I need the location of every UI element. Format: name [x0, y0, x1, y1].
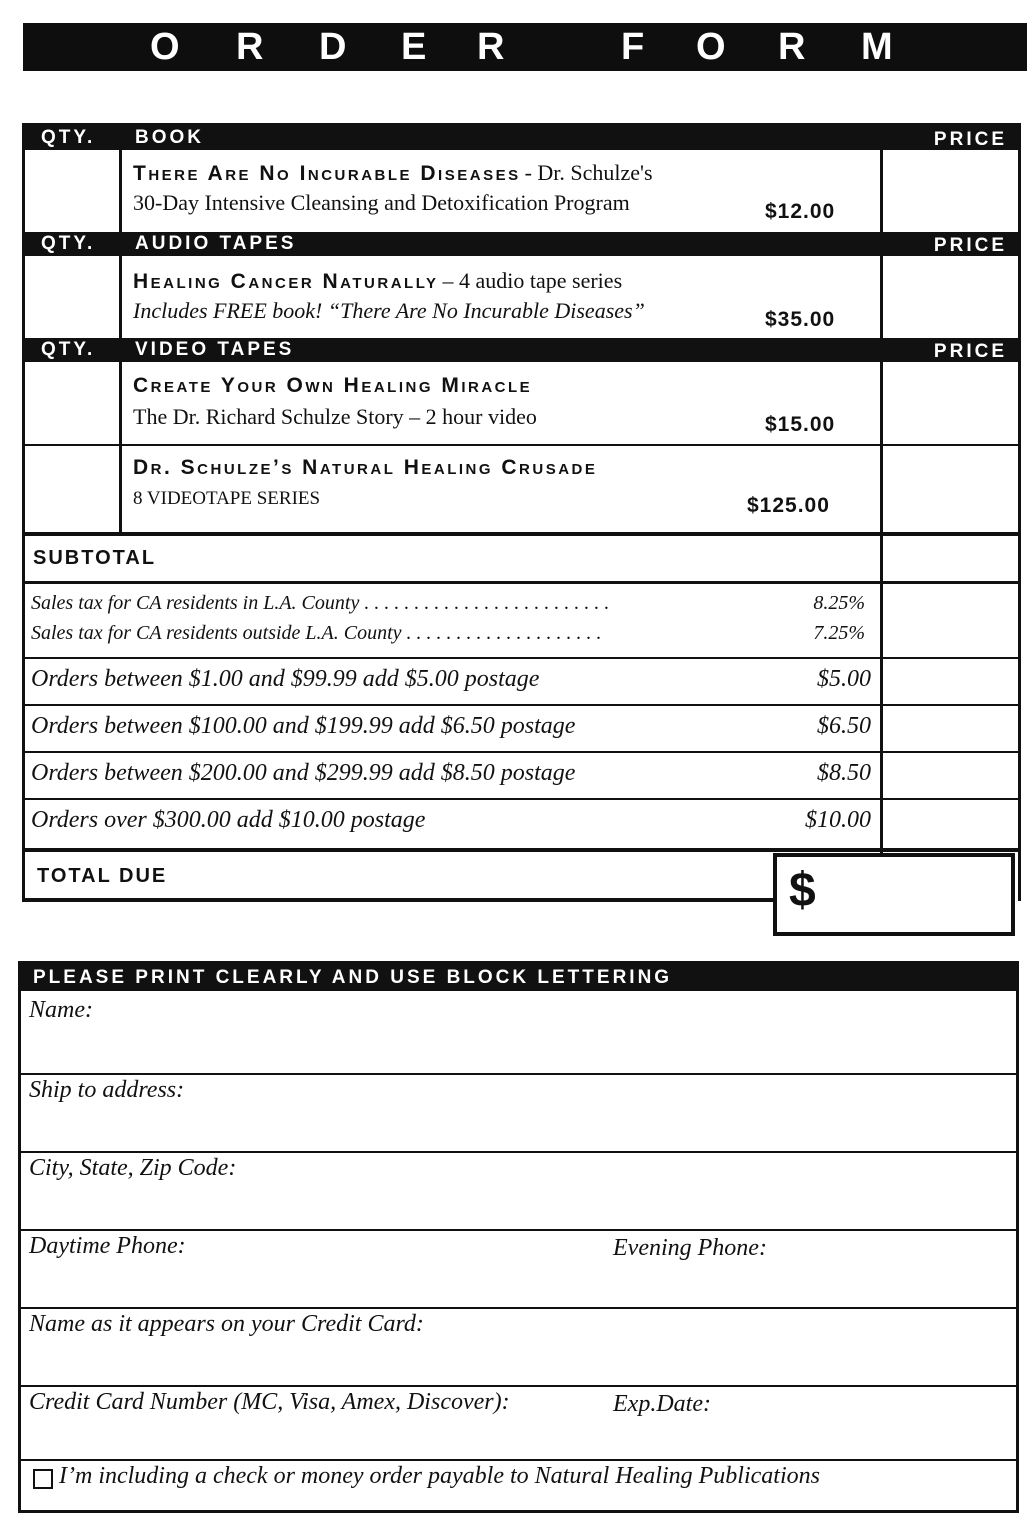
- postage-amount: $6.50: [817, 713, 871, 739]
- price-label: PRICE: [933, 235, 1007, 256]
- banner-letter: R: [778, 26, 806, 68]
- qty-label: QTY.: [41, 127, 96, 148]
- qty-input-book1[interactable]: [25, 150, 119, 232]
- banner-letter: R: [236, 26, 264, 68]
- order-table: [22, 123, 1021, 901]
- card-number-label: Credit Card Number (MC, Visa, Amex, Discover):: [29, 1389, 510, 1415]
- postage-input-2[interactable]: [883, 706, 1021, 751]
- category-label: BOOK: [135, 127, 204, 148]
- banner-letter: O: [150, 26, 180, 68]
- card-name-label: Name as it appears on your Credit Card:: [29, 1311, 424, 1337]
- postage-amount: $8.50: [817, 760, 871, 786]
- category-label: AUDIO TAPES: [135, 233, 297, 254]
- tax-text: Sales tax for CA residents in L.A. County . . . . . . . . . . . . . . . . . . . . . . . . .: [31, 592, 610, 614]
- banner-letter: M: [861, 26, 893, 68]
- product-title-suffix: - Dr. Schulze's: [524, 160, 653, 185]
- tax-row-la: [31, 592, 865, 615]
- product-audio1: [133, 268, 873, 324]
- card-name-field[interactable]: [21, 1309, 1016, 1385]
- product-desc: 30-Day Intensive Cleansing and Detoxification Program: [133, 190, 630, 215]
- order-form-banner: [23, 23, 1027, 71]
- price-input-video1[interactable]: [883, 362, 1021, 444]
- product-desc: 8 VIDEOTAPE SERIES: [133, 488, 321, 509]
- subtotal-input[interactable]: [883, 536, 1021, 581]
- postage-text: Orders over $300.00 add $10.00 postage: [31, 807, 426, 833]
- section-header-audio: [25, 232, 1021, 256]
- form-heading: PLEASE PRINT CLEARLY AND USE BLOCK LETTERING: [21, 964, 1016, 991]
- exp-date-field[interactable]: [601, 1387, 1016, 1459]
- total-due-input[interactable]: [773, 853, 1015, 936]
- product-title: Healing Cancer Naturally: [133, 270, 439, 293]
- product-desc: Includes FREE book! “There Are No Incurable Diseases”: [133, 298, 645, 323]
- price-input-audio1[interactable]: [883, 256, 1021, 338]
- banner-letter: R: [477, 26, 505, 68]
- tax-rate: 7.25%: [813, 622, 865, 644]
- product-title: Create Your Own Healing Miracle: [133, 374, 533, 397]
- banner-letter: D: [319, 26, 347, 68]
- qty-input-audio1[interactable]: [25, 256, 119, 338]
- product-title: Dr. Schulze’s Natural Healing Crusade: [133, 456, 598, 479]
- postage-row: [31, 666, 871, 693]
- section-header-book: [25, 126, 1021, 150]
- qty-label: QTY.: [41, 339, 96, 360]
- category-label: VIDEO TAPES: [135, 339, 295, 360]
- product-price: $35.00: [765, 308, 836, 331]
- name-field[interactable]: [21, 991, 1016, 1073]
- check-payment-checkbox[interactable]: [33, 1469, 53, 1489]
- product-video1: [133, 374, 873, 430]
- banner-letter: O: [696, 26, 726, 68]
- price-input-video2[interactable]: [883, 446, 1021, 532]
- section-header-video: [25, 338, 1021, 362]
- postage-input-4[interactable]: [883, 800, 1021, 845]
- product-title-suffix: – 4 audio tape series: [442, 268, 623, 293]
- banner-letter: E: [401, 26, 427, 68]
- address-label: Ship to address:: [29, 1077, 185, 1103]
- evening-phone-label: Evening Phone:: [613, 1235, 767, 1261]
- postage-row: [31, 807, 871, 834]
- city-state-zip-field[interactable]: [21, 1153, 1016, 1229]
- price-label: PRICE: [933, 341, 1007, 362]
- banner-letter: F: [621, 26, 645, 68]
- postage-row: [31, 760, 871, 787]
- postage-amount: $5.00: [817, 666, 871, 692]
- tax-rate: 8.25%: [813, 592, 865, 614]
- tax-row-outside-la: [31, 622, 865, 645]
- product-book1: [133, 160, 873, 216]
- postage-amount: $10.00: [805, 807, 871, 833]
- price-input-book1[interactable]: [883, 150, 1021, 232]
- product-title: There Are No Incurable Diseases: [133, 162, 521, 185]
- price-label: PRICE: [933, 129, 1007, 150]
- total-due-label: TOTAL DUE: [37, 865, 168, 887]
- product-desc: The Dr. Richard Schulze Story – 2 hour video: [133, 404, 537, 429]
- card-number-field[interactable]: [21, 1387, 601, 1459]
- check-option-row: [21, 1461, 1016, 1510]
- evening-phone-field[interactable]: [601, 1231, 1016, 1307]
- postage-input-3[interactable]: [883, 753, 1021, 798]
- postage-row: [31, 713, 871, 740]
- postage-text: Orders between $200.00 and $299.99 add $8.50 postage: [31, 760, 576, 786]
- check-payment-label: I’m including a check or money order payable to Natural Healing Publications: [59, 1463, 820, 1489]
- address-field[interactable]: [21, 1075, 1016, 1151]
- postage-input-1[interactable]: [883, 659, 1021, 704]
- name-label: Name:: [29, 997, 93, 1023]
- product-price: $12.00: [765, 200, 836, 223]
- dollar-sign: $: [789, 864, 816, 917]
- tax-input[interactable]: [883, 584, 1021, 657]
- qty-input-video1[interactable]: [25, 362, 119, 444]
- qty-input-video2[interactable]: [25, 446, 119, 532]
- product-price: $15.00: [765, 413, 836, 436]
- qty-label: QTY.: [41, 233, 96, 254]
- product-price: $125.00: [747, 494, 830, 517]
- subtotal-label: SUBTOTAL: [33, 547, 157, 569]
- tax-text: Sales tax for CA residents outside L.A. County . . . . . . . . . . . . . . . . . . . .: [31, 622, 602, 644]
- daytime-phone-field[interactable]: [21, 1231, 601, 1307]
- exp-date-label: Exp.Date:: [613, 1391, 711, 1417]
- postage-text: Orders between $1.00 and $99.99 add $5.00 postage: [31, 666, 540, 692]
- customer-info-form: [18, 961, 1019, 1513]
- postage-text: Orders between $100.00 and $199.99 add $6.50 postage: [31, 713, 576, 739]
- city-label: City, State, Zip Code:: [29, 1155, 237, 1181]
- day-phone-label: Daytime Phone:: [29, 1233, 186, 1259]
